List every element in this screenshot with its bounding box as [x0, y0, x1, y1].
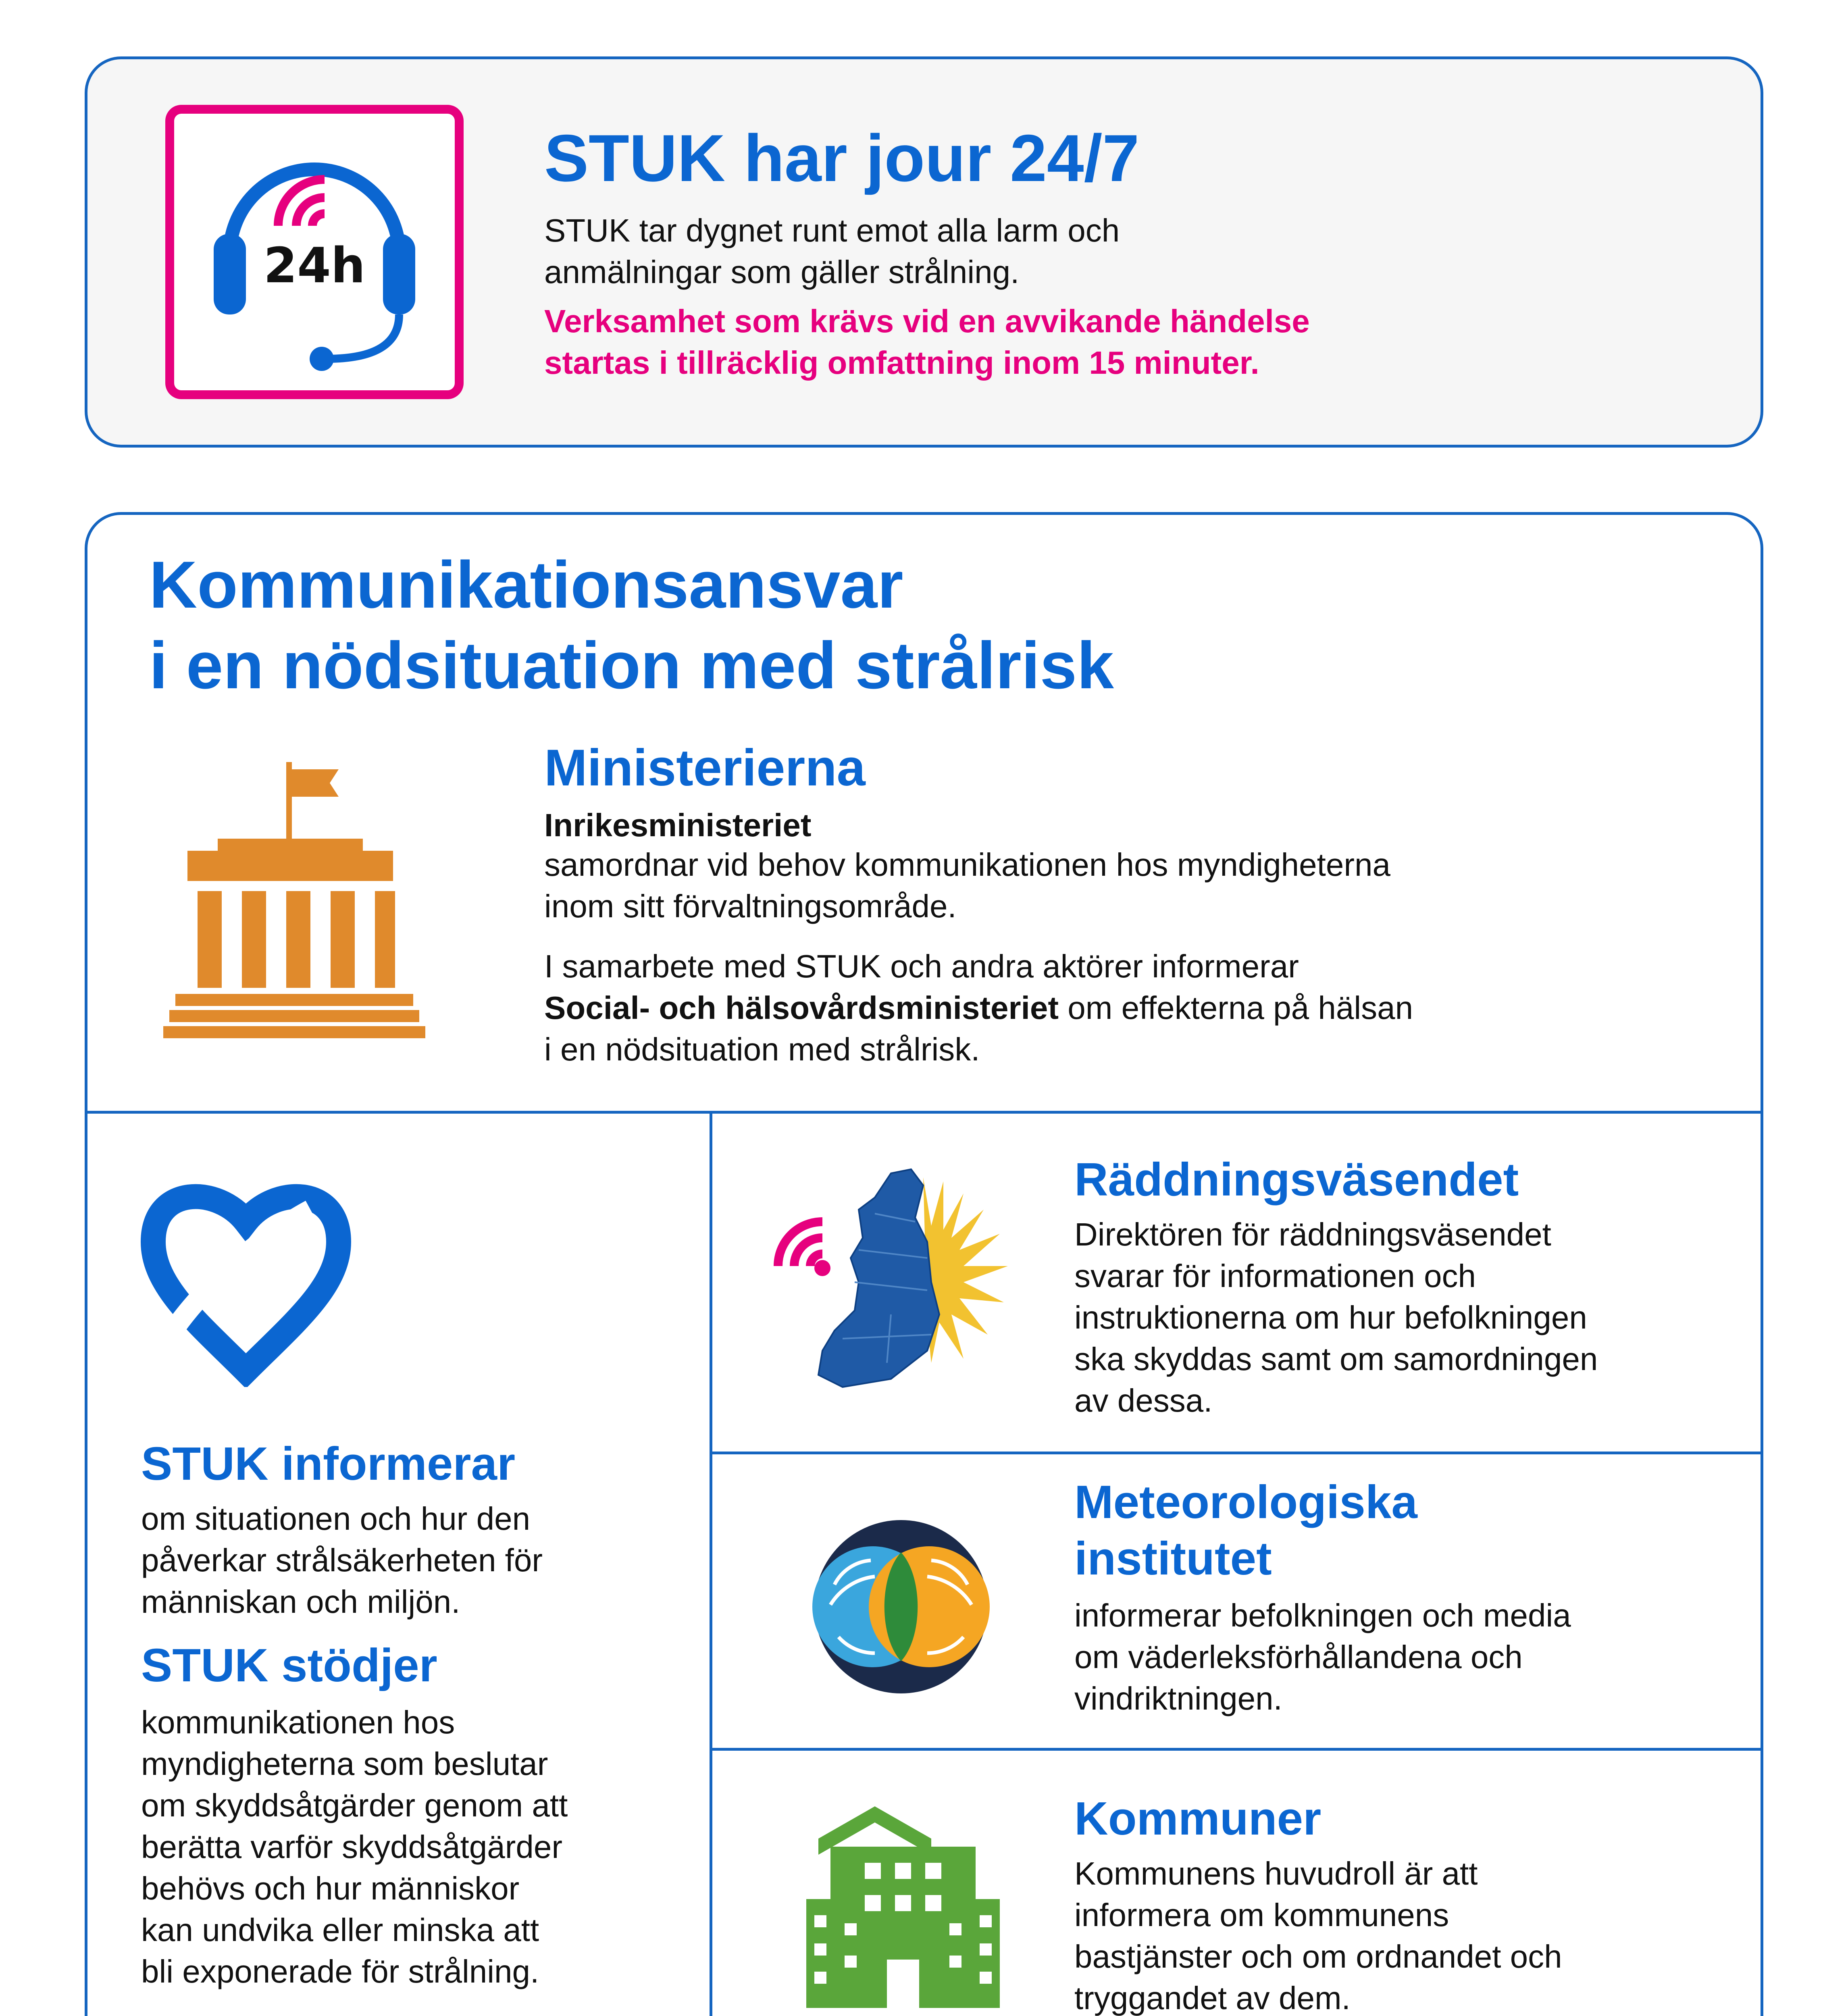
jour-body-line: STUK tar dygnet runt emot alla larm och: [544, 212, 1120, 248]
main-title-line: Kommunikationsansvar: [149, 548, 903, 622]
stuk-support-line: kommunikationen hos: [141, 1704, 455, 1740]
stuk-support-line: om skyddsåtgärder genom att: [141, 1787, 568, 1823]
ministries-p1: [544, 844, 1390, 927]
weather-globe-icon: [810, 1516, 992, 1697]
ministries-p2-line: I samarbete med STUK och andra aktörer informerar: [544, 948, 1299, 984]
rescue-line: instruktionerna om hur befolkningen: [1074, 1300, 1587, 1335]
stuk-logo-icon: [137, 1169, 355, 1387]
rescue-title: Räddningsväsendet: [1074, 1153, 1519, 1206]
government-building-icon: [161, 758, 443, 1048]
jour-highlight: [544, 300, 1310, 383]
ministries-title: Ministerierna: [544, 739, 866, 797]
ministries-subtitle: Inrikesministeriet: [544, 807, 812, 843]
stuk-support-line: bli exponerade för strålning.: [141, 1954, 539, 1989]
ministries-p1-line: inom sitt förvaltningsområde.: [544, 888, 957, 924]
stuk-inform-title: STUK informerar: [141, 1437, 516, 1490]
meteo-title-line: Meteorologiska: [1074, 1476, 1417, 1528]
ministries-p2: [544, 946, 1413, 1070]
jour-highlight-line: Verksamhet som krävs vid en avvikande händelse: [544, 303, 1310, 339]
stuk-support-title: STUK stödjer: [141, 1639, 437, 1691]
main-title: [149, 544, 1114, 706]
ministries-p2-bold: Social- och hälsovårdsministeriet: [544, 990, 1059, 1026]
office-building-icon: [806, 1806, 1000, 2008]
rescue-line: av dessa.: [1074, 1383, 1213, 1418]
meteo-line: vindriktningen.: [1074, 1681, 1282, 1716]
jour-body-line: anmälningar som gäller strålning.: [544, 254, 1020, 290]
divider: [85, 1111, 1763, 1114]
ministries-p2-line: i en nödsituation med strålrisk.: [544, 1031, 980, 1067]
municipal-line: informera om kommunens: [1074, 1897, 1449, 1933]
ministries-p1-line: samordnar vid behov kommunikationen hos myndigheterna: [544, 847, 1390, 883]
jour-highlight-line: startas i tillräcklig omfattning inom 15 minuter.: [544, 345, 1259, 381]
municipal-line: bastjänster och om ordnandet och: [1074, 1939, 1562, 1974]
municipal-line: tryggandet av dem.: [1074, 1980, 1351, 2016]
meteo-title: [1074, 1474, 1417, 1587]
rescue-body: [1074, 1214, 1598, 1421]
ministries-p2-rest: om effekterna på hälsan: [1058, 990, 1413, 1026]
jour-title: STUK har jour 24/7: [544, 121, 1140, 195]
municipal-line: Kommunens huvudroll är att: [1074, 1856, 1478, 1891]
rescue-line: Direktören för räddningsväsendet: [1074, 1216, 1551, 1252]
stuk-inform-body: [141, 1498, 543, 1622]
rescue-line: ska skyddas samt om samordningen: [1074, 1341, 1598, 1377]
jour-body: [544, 210, 1120, 293]
headset-24h-label: 24h: [263, 238, 366, 294]
meteo-line: informerar befolkningen och media: [1074, 1597, 1571, 1633]
stuk-inform-line: människan och miljön.: [141, 1584, 460, 1620]
main-title-line: i en nödsituation med strålrisk: [149, 628, 1114, 702]
divider: [710, 1748, 1763, 1751]
stuk-support-line: berätta varför skyddsåtgärder: [141, 1829, 562, 1865]
divider: [710, 1111, 712, 2016]
municipal-body: [1074, 1853, 1562, 2016]
municipal-title: Kommuner: [1074, 1792, 1321, 1845]
meteo-body: [1074, 1595, 1571, 1719]
stuk-support-line: kan undvika eller minska att: [141, 1912, 539, 1948]
stuk-support-line: myndigheterna som beslutar: [141, 1746, 548, 1782]
divider: [710, 1452, 1763, 1454]
stuk-support-body: [141, 1702, 568, 1992]
stuk-inform-line: påverkar strålsäkerheten för: [141, 1542, 543, 1578]
finland-map-sun-icon: [754, 1161, 1044, 1411]
meteo-line: om väderleksförhållandena och: [1074, 1639, 1523, 1675]
stuk-support-line: behövs och hur människor: [141, 1870, 520, 1906]
meteo-title-line: institutet: [1074, 1532, 1272, 1585]
stuk-inform-line: om situationen och hur den: [141, 1501, 531, 1537]
rescue-line: svarar för informationen och: [1074, 1258, 1476, 1294]
